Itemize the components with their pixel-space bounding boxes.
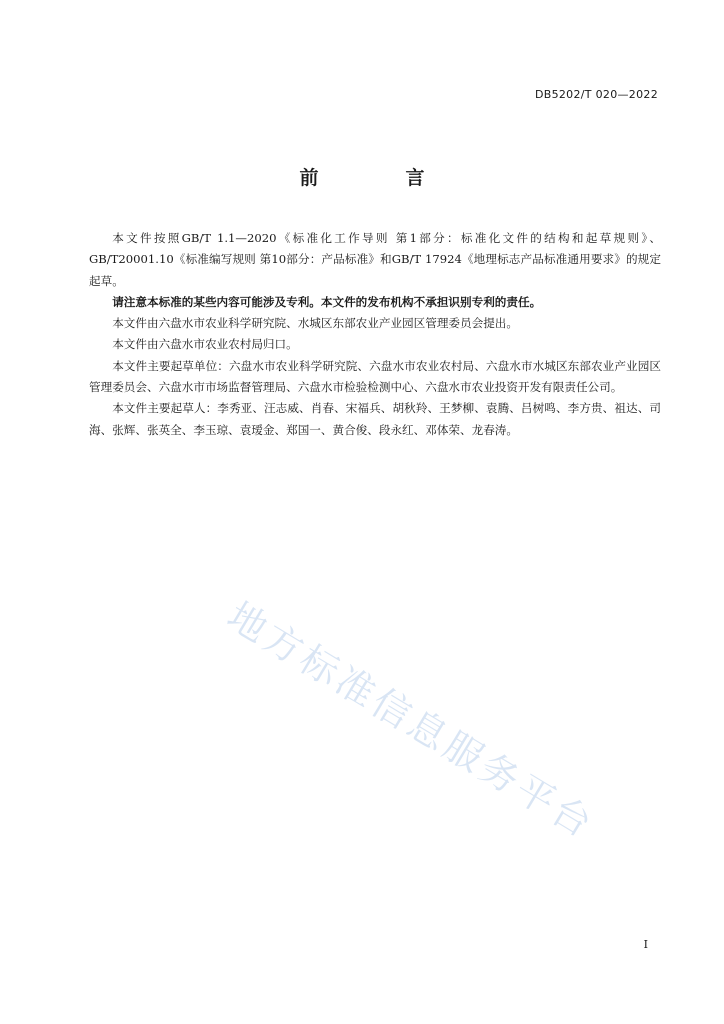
watermark: 地方标准信息服务平台 [219, 593, 603, 848]
page-title: 前 言 [299, 167, 459, 189]
paragraph-drafting-units: 本文件主要起草单位：六盘水市农业科学研究院、六盘水市农业农村局、六盘水市水城区东部农业产业园区管理委员会、六盘水市市场监督管理局、六盘水市检验检测中心、六盘水市农业投资开发有限责任公司。 [89, 358, 661, 395]
foreword-body [89, 228, 661, 441]
paragraph-centralized-unit: 本文件由六盘水市农业农村局归口。 [112, 337, 298, 352]
paragraph-drafting-rules: 本文件按照GB/T 1.1—2020《标准化工作导则 第1部分：标准化文件的结构和起草规则》、GB/T20001.10《标准编写规则 第10部分：产品标准》和GB/T 17924《地理标志产品标准通用要求》的规定起草。 [89, 231, 661, 288]
paragraph-drafters: 本文件主要起草人：李秀亚、汪志威、肖春、宋福兵、胡秋羚、王梦柳、袁腾、吕树鸣、李方贵、祖达、司海、张辉、张英全、李玉琼、袁瑷金、郑国一、黄合俊、段永红、邓体荣、龙春涛。 [89, 401, 661, 437]
document-code: DB5202/T 020—2022 [534, 88, 658, 101]
page-number: I [643, 938, 648, 951]
paragraph-patent-notice: 请注意本标准的某些内容可能涉及专利。本文件的发布机构不承担识别专利的责任。 [112, 294, 542, 309]
paragraph-proposer: 本文件由六盘水市农业科学研究院、水城区东部农业产业园区管理委员会提出。 [112, 316, 518, 331]
